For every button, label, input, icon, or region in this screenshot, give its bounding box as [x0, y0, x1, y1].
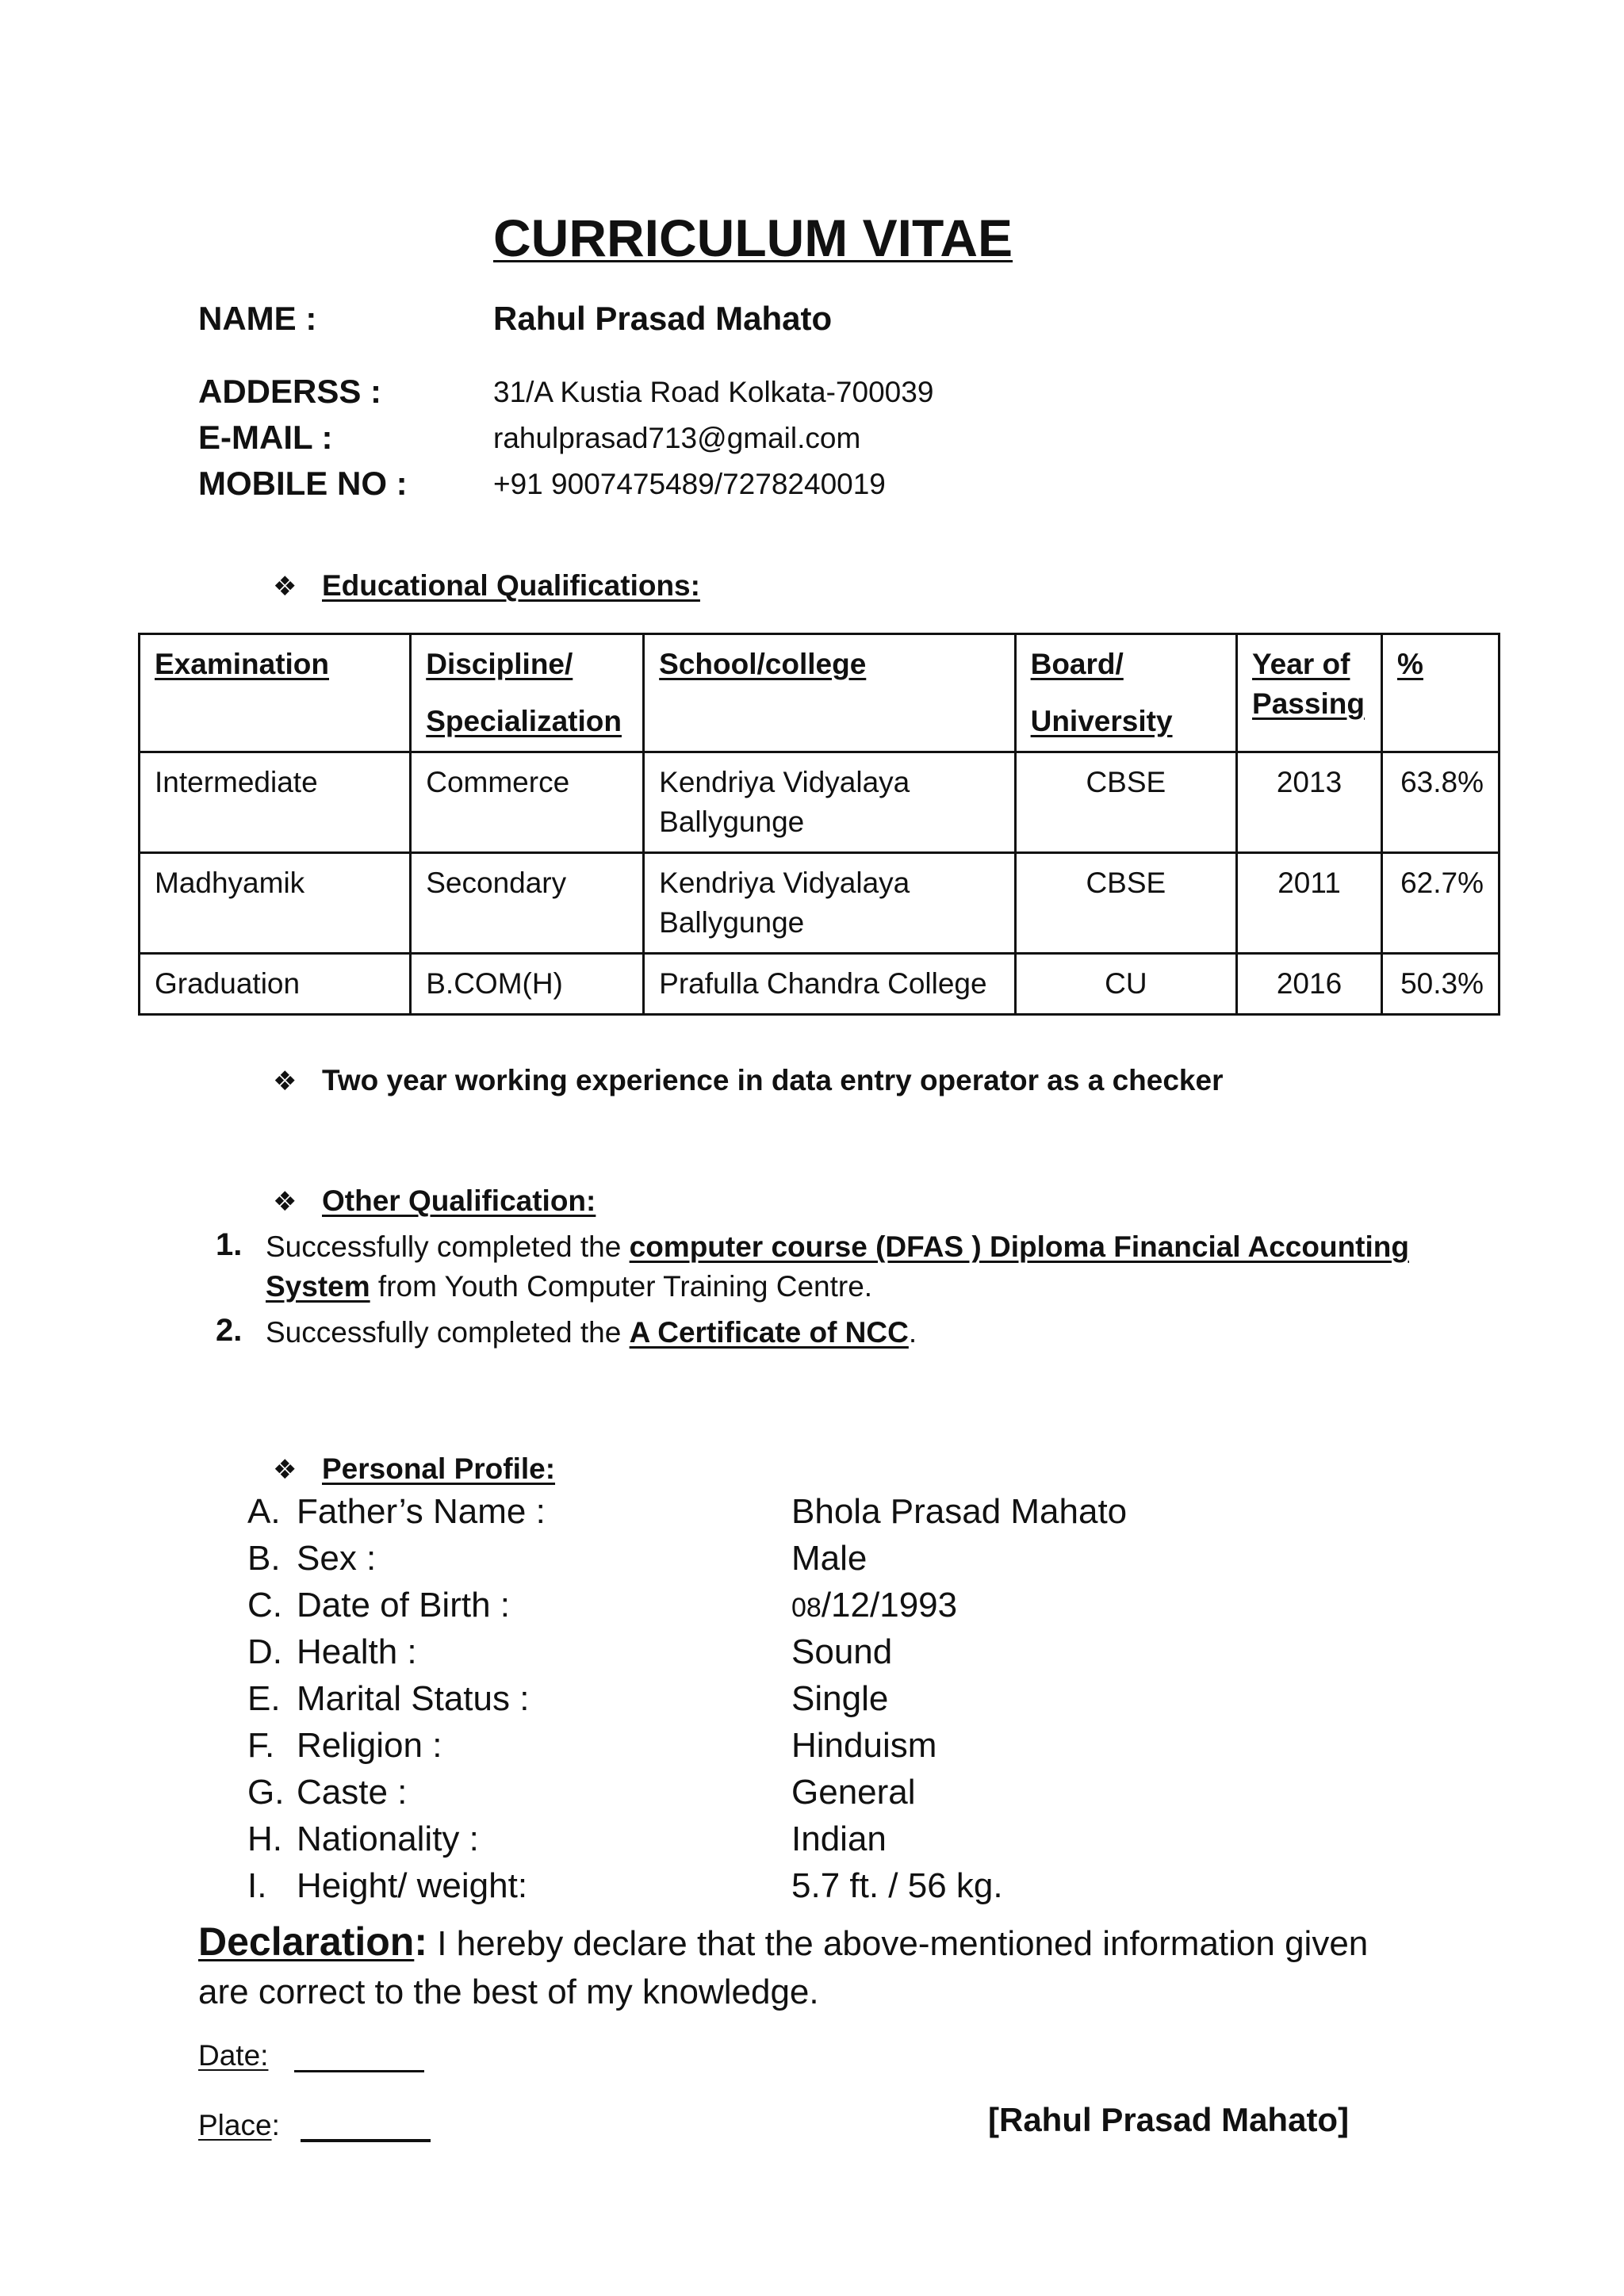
profile-label: Caste : — [297, 1773, 408, 1812]
cell-discipline: Secondary — [411, 853, 644, 954]
qualification-item-1: Successfully completed the computer course (DFAS ) Diploma Financial Accounting — [266, 1230, 1409, 1263]
profile-letter: E. — [247, 1679, 281, 1718]
cell-exam: Intermediate — [140, 752, 411, 853]
profile-value: General — [791, 1773, 916, 1812]
profile-letter: D. — [247, 1632, 282, 1671]
cell-percent: 62.7% — [1382, 853, 1500, 954]
profile-label: Nationality : — [297, 1820, 479, 1858]
profile-label: Date of Birth : — [297, 1586, 511, 1624]
header-year: Year of Passing — [1237, 634, 1382, 752]
other-qualification-heading: ❖ Other Qualification: — [273, 1184, 596, 1217]
profile-value: 5.7 ft. / 56 kg. — [791, 1866, 1003, 1905]
profile-label: Father’s Name : — [297, 1492, 546, 1531]
date-label: Date: — [198, 2039, 269, 2072]
header-percent: % — [1382, 634, 1500, 752]
cell-school: Kendriya Vidyalaya Ballygunge — [644, 752, 1015, 853]
diamond-bullet-icon: ❖ — [273, 572, 297, 602]
education-table — [138, 633, 1500, 1016]
cell-exam: Graduation — [140, 954, 411, 1015]
profile-value: Sound — [791, 1632, 893, 1671]
qualification-item-2: Successfully completed the A Certificate of NCC. — [266, 1316, 917, 1349]
cell-board: CBSE — [1015, 752, 1236, 853]
profile-letter: C. — [247, 1586, 282, 1624]
cell-percent: 50.3% — [1382, 954, 1500, 1015]
declaration-text: I hereby declare that the above-mentioned information given — [427, 1924, 1369, 1963]
header-board: Board/ University — [1015, 634, 1236, 752]
name-label: NAME : — [198, 300, 317, 337]
cell-discipline: B.COM(H) — [411, 954, 644, 1015]
cell-exam: Madhyamik — [140, 853, 411, 954]
table-row — [140, 752, 1500, 853]
qualification-number: 2. — [216, 1313, 243, 1348]
profile-label: Sex : — [297, 1539, 377, 1578]
cell-board: CU — [1015, 954, 1236, 1015]
profile-letter: F. — [247, 1726, 275, 1765]
qualification-item-1-cont: System from Youth Computer Training Centre. — [266, 1270, 873, 1303]
table-header-row — [140, 634, 1500, 752]
header-examination: Examination — [140, 634, 411, 752]
place-blank-line — [301, 2112, 431, 2142]
profile-value: Male — [791, 1539, 868, 1578]
profile-letter: G. — [247, 1773, 285, 1812]
cell-year: 2013 — [1237, 752, 1382, 853]
education-heading: ❖ Educational Qualifications: — [273, 569, 700, 602]
table-row — [140, 954, 1500, 1015]
diamond-bullet-icon: ❖ — [273, 1066, 297, 1096]
cell-board: CBSE — [1015, 853, 1236, 954]
profile-letter: A. — [247, 1492, 281, 1531]
diamond-bullet-icon: ❖ — [273, 1455, 297, 1485]
cell-year: 2011 — [1237, 853, 1382, 954]
declaration-text-cont: are correct to the best of my knowledge. — [198, 1973, 819, 2011]
cell-percent: 63.8% — [1382, 752, 1500, 853]
experience-item: ❖ Two year working experience in data entry operator as a checker — [273, 1064, 1224, 1096]
profile-letter: H. — [247, 1820, 282, 1858]
profile-label: Health : — [297, 1632, 417, 1671]
place-label: Place — [198, 2109, 272, 2141]
cell-year: 2016 — [1237, 954, 1382, 1015]
diamond-bullet-icon: ❖ — [273, 1187, 297, 1217]
qualification-number: 1. — [216, 1227, 243, 1262]
email-label: E-MAIL : — [198, 419, 333, 456]
page-title: CURRICULUM VITAE — [493, 209, 1013, 267]
header-school: School/college — [644, 634, 1015, 752]
mobile-value: +91 9007475489/7278240019 — [493, 468, 886, 500]
cell-discipline: Commerce — [411, 752, 644, 853]
declaration-heading: Declaration — [198, 1919, 415, 1964]
email-value: rahulprasad713@gmail.com — [493, 422, 861, 454]
cell-school: Kendriya Vidyalaya Ballygunge — [644, 853, 1015, 954]
profile-letter: B. — [247, 1539, 281, 1578]
signature-name: [Rahul Prasad Mahato] — [988, 2101, 1350, 2138]
place-field: Place: — [198, 2109, 431, 2142]
date-blank-line — [294, 2043, 424, 2072]
table-row — [140, 853, 1500, 954]
cell-school: Prafulla Chandra College — [644, 954, 1015, 1015]
mobile-label: MOBILE NO : — [198, 465, 408, 502]
profile-value: 08/12/1993 — [791, 1586, 958, 1624]
profile-label: Religion : — [297, 1726, 442, 1765]
profile-value: Bhola Prasad Mahato — [791, 1492, 1128, 1531]
personal-profile-heading: ❖ Personal Profile: — [273, 1452, 556, 1485]
profile-value: Indian — [791, 1820, 887, 1858]
profile-value: Single — [791, 1679, 889, 1718]
profile-label: Marital Status : — [297, 1679, 530, 1718]
header-discipline: Discipline/ Specialization — [411, 634, 644, 752]
declaration: Declaration: I hereby declare that the above-mentioned information given — [198, 1919, 1369, 1964]
name-value: Rahul Prasad Mahato — [493, 300, 833, 337]
profile-value: Hinduism — [791, 1726, 937, 1765]
profile-letter: I. — [247, 1866, 267, 1905]
address-label: ADDERSS : — [198, 373, 382, 410]
address-value: 31/A Kustia Road Kolkata-700039 — [493, 376, 934, 408]
date-field — [198, 2039, 424, 2072]
profile-label: Height/ weight: — [297, 1866, 528, 1905]
